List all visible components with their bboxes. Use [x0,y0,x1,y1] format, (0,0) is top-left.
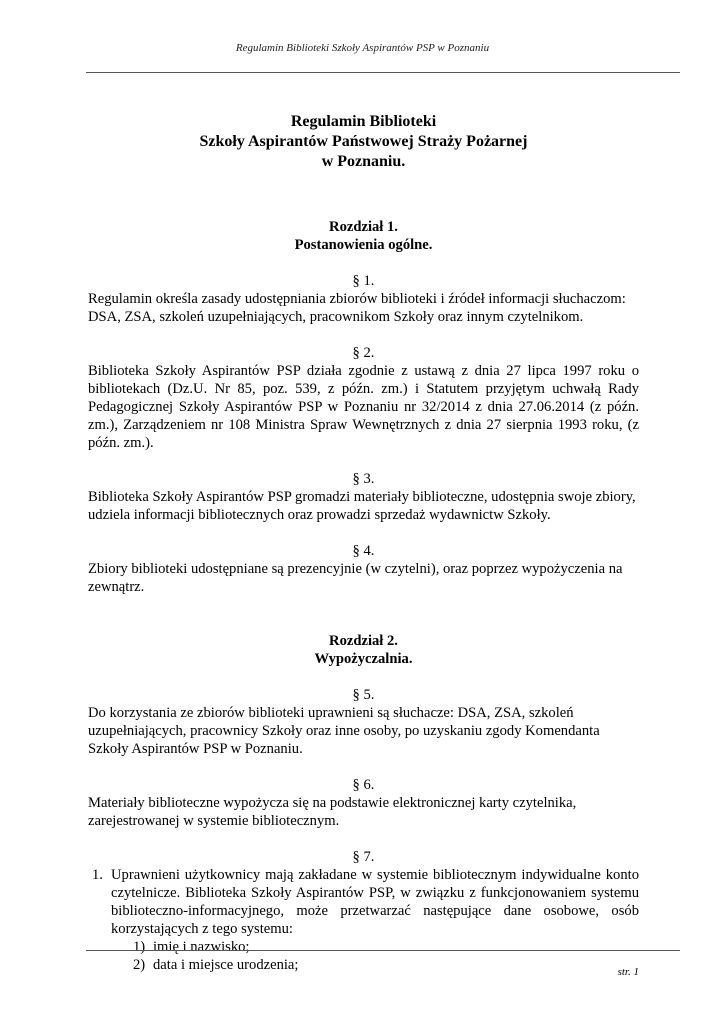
list-item-text: Uprawnieni użytkownicy mają zakładane w systemie bibliotecznym indywidualne konto czytelnicze. Biblioteka Szkoły Aspirantów PSP, w związku z funkcjonowaniem systemu biblioteczno-informacyjnego, może przetwarzać następujące dane osobowe, osób korzystających z tego systemu: [111,867,639,937]
title-line-1: Regulamin Biblioteki [290,113,437,130]
sub-list-item-text: data i miejsce urodzenia; [153,957,299,973]
section-mark-6: § 6. [352,777,375,793]
sub-list-item-number: 2) [133,957,146,973]
chapter-1-heading: Rozdział 1. [329,219,398,235]
section-mark-3: § 3. [352,471,375,487]
section-2-text: Biblioteka Szkoły Aspirantów PSP działa zgodnie z ustawą z dnia 27 lipca 1997 roku o bibliotekach (Dz.U. Nr 85, poz. 539, z późn. zm.) i Statutem przyjętym uchwałą Rady Pedagogicznej Szkoły Aspirantów PSP w Poznaniu nr 32/2014 z dnia 27.06.2014 (z późn. zm.), Zarządzeniem nr 108 Ministra Spraw Wewnętrznych z dnia 27 sierpnia 1993 roku, (z późn. zm.). [88,363,639,451]
document-body [88,112,639,974]
list-item [88,866,639,974]
section-7-list [88,866,639,974]
chapter-2-subheading: Wypożyczalnia. [314,651,413,667]
section-mark-5: § 5. [352,687,375,703]
title-line-3: w Poznaniu. [321,153,406,170]
section-5-text: Do korzystania ze zbiorów biblioteki uprawnieni są słuchacze: DSA, ZSA, szkoleń uzupełniających, pracownicy Szkoły oraz inne osoby, po uzyskaniu zgody Komendanta Szkoły Aspirantów PSP w Poznaniu. [88,705,600,757]
running-header: Regulamin Biblioteki Szkoły Aspirantów PSP w Poznaniu [235,42,490,54]
chapter-1 [88,218,639,596]
chapter-2 [88,632,639,974]
footer-rule [86,950,680,951]
document-title [88,112,639,172]
section-mark-4: § 4. [352,543,375,559]
section-mark-7: § 7. [352,849,375,865]
chapter-1-subheading: Postanowienia ogólne. [294,237,433,253]
sub-list-item-number: 1) [133,939,146,955]
chapter-2-heading: Rozdział 2. [329,633,398,649]
header-rule [86,72,680,73]
sub-list-item-text: imię i nazwisko; [153,939,250,955]
section-1-text: Regulamin określa zasady udostępniania zbiorów biblioteki i źródeł informacji słuchaczom: DSA, ZSA, szkoleń uzupełniających, pracownikom Szkoły oraz innym czytelnikom. [88,291,626,325]
sub-list [111,938,639,974]
section-3-text: Biblioteka Szkoły Aspirantów PSP gromadzi materiały biblioteczne, udostępnia swoje zbiory, udziela informacji bibliotecznych oraz prowadzi sprzedaż wydawnictw Szkoły. [88,489,636,523]
section-mark-1: § 1. [352,273,375,289]
page-number: str. 1 [617,966,639,978]
section-4-text: Zbiory biblioteki udostępniane są prezencyjnie (w czytelni), oraz poprzez wypożyczenia na zewnątrz. [88,561,623,595]
section-6-text: Materiały biblioteczne wypożycza się na podstawie elektronicznej karty czytelnika, zarejestrowanej w systemie bibliotecznym. [88,795,577,829]
section-mark-2: § 2. [352,345,375,361]
sub-list-item [111,938,639,956]
list-item-number: 1. [92,867,103,883]
sub-list-item [111,956,639,974]
title-line-2: Szkoły Aspirantów Państwowej Straży Pożarnej [199,133,528,150]
